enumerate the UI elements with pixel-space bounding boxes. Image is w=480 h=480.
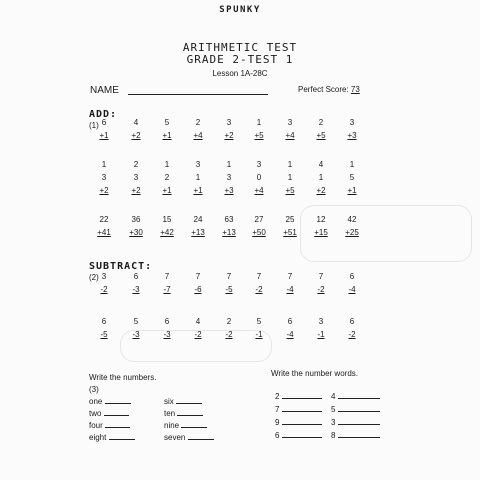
number-word: two	[89, 409, 102, 418]
math-problem	[338, 270, 366, 296]
math-problem	[307, 270, 335, 296]
problem-operand: 3	[101, 272, 107, 281]
problem-operand: 3	[133, 173, 139, 182]
math-problem	[245, 116, 273, 142]
math-problem	[338, 158, 366, 197]
math-problem	[153, 158, 181, 197]
problem-operand-underlined: +25	[345, 228, 359, 237]
problem-operand-underlined: +41	[97, 228, 111, 237]
math-problem	[153, 315, 181, 341]
problem-operand: 7	[226, 272, 232, 281]
number-digit: 4	[331, 392, 336, 401]
problem-operand-underlined: -2	[255, 285, 263, 294]
problem-operand-underlined: +2	[131, 131, 141, 140]
math-problem	[90, 116, 118, 142]
math-problem	[215, 116, 243, 142]
name-field[interactable]	[128, 94, 268, 95]
problem-operand-underlined: +1	[193, 186, 203, 195]
problem-operand-underlined: +2	[224, 131, 234, 140]
problem-operand: 5	[164, 118, 170, 127]
problem-operand-underlined: -4	[286, 285, 294, 294]
lesson-label: Lesson 1A-28C	[212, 69, 268, 78]
problem-operand: 2	[195, 118, 201, 127]
number-digit: 6	[275, 431, 280, 440]
add-heading: ADD:	[89, 109, 118, 120]
answer-blank[interactable]	[105, 419, 130, 428]
problem-operand-underlined: -5	[100, 330, 108, 339]
math-problem	[215, 270, 243, 296]
problem-operand-underlined: -3	[132, 330, 140, 339]
problem-operand-underlined: +50	[252, 228, 266, 237]
number-digit: 7	[275, 405, 280, 414]
number-word: six	[164, 397, 174, 406]
perfect-score-label: Perfect Score:	[298, 85, 349, 94]
number-digit: 9	[275, 418, 280, 427]
problem-operand: 42	[347, 215, 357, 224]
problem-operand-underlined: -6	[194, 285, 202, 294]
number-digit: 8	[331, 431, 336, 440]
problem-operand: 1	[318, 173, 324, 182]
problem-operand: 6	[287, 317, 293, 326]
problem-operand: 1	[256, 118, 262, 127]
problem-operand-underlined: -1	[255, 330, 263, 339]
problem-operand-underlined: +1	[347, 186, 357, 195]
problem-operand: 27	[254, 215, 264, 224]
problem-operand: 3	[256, 160, 262, 169]
math-problem	[245, 315, 273, 341]
problem-operand: 1	[164, 160, 170, 169]
problem-operand: 12	[316, 215, 326, 224]
problem-operand: 2	[318, 118, 324, 127]
problem-operand-underlined: -2	[100, 285, 108, 294]
answer-blank[interactable]	[338, 390, 380, 399]
problem-operand-underlined: -2	[225, 330, 233, 339]
write-numbers-heading: Write the numbers.	[89, 373, 157, 382]
problem-operand-underlined: +51	[283, 228, 297, 237]
problem-operand: 1	[101, 160, 107, 169]
number-word-item	[331, 416, 380, 427]
problem-operand-underlined: +1	[99, 131, 109, 140]
problem-operand: 0	[256, 173, 262, 182]
write-number-item	[89, 419, 130, 430]
number-digit: 2	[275, 392, 280, 401]
math-problem	[90, 158, 118, 197]
answer-blank[interactable]	[282, 390, 322, 399]
math-problem	[184, 213, 212, 239]
math-problem	[215, 158, 243, 197]
math-problem	[276, 116, 304, 142]
write-number-item	[89, 395, 131, 406]
math-problem	[122, 116, 150, 142]
problem-operand: 6	[349, 272, 355, 281]
problem-operand: 2	[226, 317, 232, 326]
write-number-item	[164, 395, 202, 406]
problem-operand-underlined: +1	[162, 186, 172, 195]
math-problem	[122, 213, 150, 239]
problem-operand-underlined: +5	[285, 186, 295, 195]
add-problem-number: (1)	[89, 121, 99, 130]
math-problem	[245, 158, 273, 197]
problem-operand-underlined: -3	[163, 330, 171, 339]
problem-operand: 15	[162, 215, 172, 224]
test-title: ARITHMETIC TEST	[182, 41, 298, 54]
problem-operand-underlined: +42	[160, 228, 174, 237]
math-problem	[153, 213, 181, 239]
problem-operand-underlined: -2	[194, 330, 202, 339]
problem-operand-underlined: +2	[316, 186, 326, 195]
problem-operand: 1	[195, 173, 201, 182]
problem-operand: 3	[226, 118, 232, 127]
math-problem	[184, 116, 212, 142]
problem-operand: 3	[349, 118, 355, 127]
math-problem	[122, 315, 150, 341]
problem-operand: 7	[287, 272, 293, 281]
math-problem	[122, 270, 150, 296]
number-word: four	[89, 421, 103, 430]
math-problem	[307, 315, 335, 341]
answer-blank[interactable]	[338, 416, 380, 425]
problem-operand: 7	[164, 272, 170, 281]
answer-blank[interactable]	[282, 416, 322, 425]
number-word: ten	[164, 409, 176, 418]
write-number-item	[89, 431, 135, 442]
name-label: NAME	[90, 85, 119, 96]
number-digit: 3	[331, 418, 336, 427]
subtract-problem-number: (2)	[89, 273, 99, 282]
problem-operand: 7	[318, 272, 324, 281]
write-number-item	[164, 431, 214, 442]
problem-operand: 1	[287, 160, 293, 169]
perfect-score-value: 73	[350, 85, 360, 94]
math-problem	[215, 315, 243, 341]
number-word-item	[275, 403, 322, 414]
problem-operand: 1	[226, 160, 232, 169]
answer-blank[interactable]	[338, 403, 380, 412]
problem-operand: 24	[193, 215, 203, 224]
math-problem	[215, 213, 243, 239]
math-problem	[245, 213, 273, 239]
problem-operand-underlined: +3	[347, 131, 357, 140]
math-problem	[184, 315, 212, 341]
answer-blank[interactable]	[338, 429, 380, 438]
problem-operand-underlined: +15	[314, 228, 328, 237]
problem-operand-underlined: +4	[254, 186, 264, 195]
math-problem	[184, 158, 212, 197]
problem-operand: 6	[349, 317, 355, 326]
problem-operand: 3	[287, 118, 293, 127]
math-problem	[184, 270, 212, 296]
write-number-item	[164, 419, 207, 430]
math-problem	[90, 270, 118, 296]
perfect-score	[298, 85, 360, 94]
problem-operand-underlined: -4	[348, 285, 356, 294]
problem-operand: 5	[133, 317, 139, 326]
answer-blank[interactable]	[282, 429, 322, 438]
math-problem	[338, 116, 366, 142]
problem-operand: 5	[349, 173, 355, 182]
problem-operand-underlined: +4	[285, 131, 295, 140]
problem-operand: 1	[287, 173, 293, 182]
answer-blank[interactable]	[104, 407, 129, 416]
problem-operand-underlined: -7	[163, 285, 171, 294]
problem-operand: 2	[164, 173, 170, 182]
answer-blank[interactable]	[109, 431, 135, 440]
number-words-heading: Write the number words.	[271, 369, 358, 378]
problem-operand: 1	[349, 160, 355, 169]
problem-operand: 22	[99, 215, 109, 224]
math-problem	[90, 315, 118, 341]
answer-blank[interactable]	[188, 431, 214, 440]
problem-operand-underlined: +2	[131, 186, 141, 195]
problem-operand-underlined: -1	[317, 330, 325, 339]
problem-operand: 6	[133, 272, 139, 281]
number-word-item	[331, 390, 380, 401]
problem-operand: 5	[256, 317, 262, 326]
math-problem	[307, 158, 335, 197]
math-problem	[338, 213, 366, 239]
math-problem	[122, 158, 150, 197]
problem-operand-underlined: -2	[317, 285, 325, 294]
problem-operand-underlined: +5	[254, 131, 264, 140]
write-numbers-number: (3)	[89, 385, 99, 394]
problem-operand: 6	[101, 118, 107, 127]
problem-operand-underlined: +5	[316, 131, 326, 140]
answer-blank[interactable]	[282, 403, 322, 412]
math-problem	[245, 270, 273, 296]
problem-operand-underlined: -3	[132, 285, 140, 294]
answer-blank[interactable]	[176, 395, 202, 404]
problem-operand: 3	[318, 317, 324, 326]
number-word: eight	[89, 433, 107, 442]
number-digit: 5	[331, 405, 336, 414]
problem-operand-underlined: -4	[286, 330, 294, 339]
problem-operand: 3	[226, 173, 232, 182]
number-word: one	[89, 397, 103, 406]
problem-operand: 2	[133, 160, 139, 169]
math-problem	[276, 315, 304, 341]
problem-operand-underlined: +4	[193, 131, 203, 140]
problem-operand: 7	[256, 272, 262, 281]
number-word-item	[331, 403, 380, 414]
problem-operand: 3	[195, 160, 201, 169]
math-problem	[307, 116, 335, 142]
answer-blank[interactable]	[177, 407, 203, 416]
problem-operand-underlined: -2	[348, 330, 356, 339]
problem-operand: 63	[224, 215, 234, 224]
problem-operand-underlined: +13	[191, 228, 205, 237]
problem-operand: 4	[318, 160, 324, 169]
problem-operand-underlined: +2	[99, 186, 109, 195]
brand-title: SPUNKY	[219, 5, 261, 15]
subtract-heading: SUBTRACT:	[89, 261, 153, 272]
problem-operand: 6	[164, 317, 170, 326]
problem-operand: 6	[101, 317, 107, 326]
grade-title: GRADE 2-TEST 1	[186, 53, 294, 66]
problem-operand: 7	[195, 272, 201, 281]
problem-operand-underlined: +1	[162, 131, 172, 140]
problem-operand: 4	[133, 118, 139, 127]
math-problem	[338, 315, 366, 341]
problem-operand: 25	[285, 215, 295, 224]
problem-operand-underlined: -5	[225, 285, 233, 294]
number-word-item	[275, 416, 322, 427]
math-problem	[90, 213, 118, 239]
number-word-item	[275, 390, 322, 401]
math-problem	[307, 213, 335, 239]
number-word-item	[331, 429, 380, 440]
problem-operand: 36	[131, 215, 141, 224]
write-number-item	[164, 407, 203, 418]
number-word: seven	[164, 433, 186, 442]
math-problem	[276, 213, 304, 239]
math-problem	[153, 270, 181, 296]
math-problem	[276, 158, 304, 197]
answer-blank[interactable]	[105, 395, 131, 404]
write-number-item	[89, 407, 129, 418]
problem-operand-underlined: +30	[129, 228, 143, 237]
math-problem	[153, 116, 181, 142]
problem-operand: 3	[101, 173, 107, 182]
problem-operand-underlined: +3	[224, 186, 234, 195]
answer-blank[interactable]	[181, 419, 207, 428]
math-problem	[276, 270, 304, 296]
problem-operand: 4	[195, 317, 201, 326]
number-word: nine	[164, 421, 180, 430]
problem-operand-underlined: +13	[222, 228, 236, 237]
number-word-item	[275, 429, 322, 440]
